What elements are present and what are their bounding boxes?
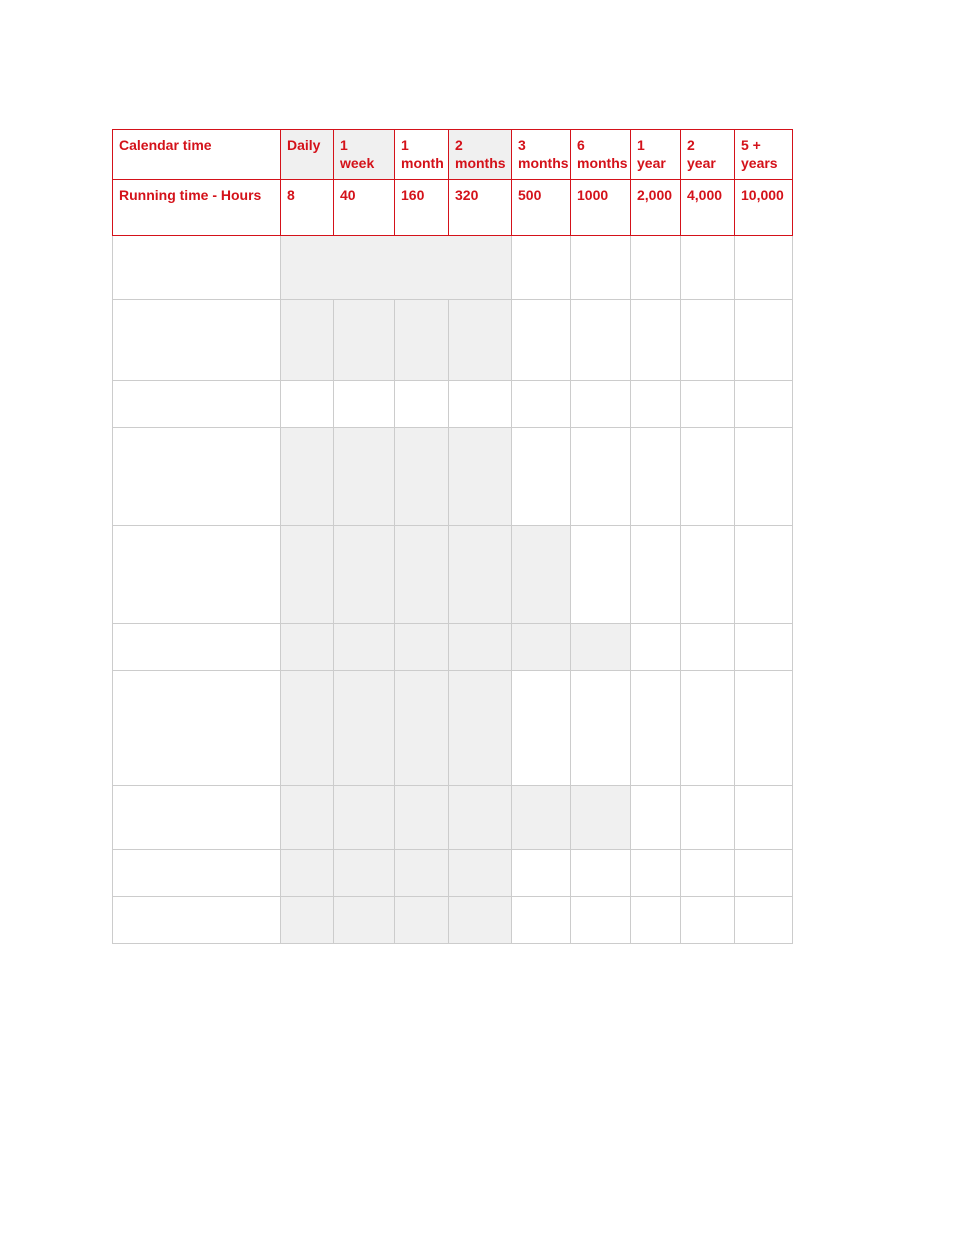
table-cell	[394, 525, 449, 624]
table-cell	[511, 427, 571, 526]
table-cell	[448, 623, 512, 671]
table-cell	[734, 427, 793, 526]
table-cell	[630, 623, 681, 671]
table-cell	[630, 525, 681, 624]
header-hours: 500	[511, 179, 571, 236]
table-cell	[394, 299, 449, 381]
header-period: 1 year	[630, 129, 681, 180]
table-cell	[511, 785, 571, 850]
table-cell	[570, 623, 631, 671]
table-cell	[511, 235, 571, 300]
table-cell	[394, 427, 449, 526]
table-cell	[280, 896, 334, 944]
header-hours: 10,000	[734, 179, 793, 236]
table-cell	[734, 670, 793, 786]
table-cell	[511, 299, 571, 381]
table-cell	[280, 623, 334, 671]
table-cell	[280, 525, 334, 624]
table-cell	[448, 896, 512, 944]
table-cell	[333, 299, 395, 381]
table-cell	[112, 525, 281, 624]
table-cell	[630, 235, 681, 300]
table-cell	[680, 299, 735, 381]
table-cell	[680, 623, 735, 671]
table-cell	[394, 623, 449, 671]
table-cell	[112, 427, 281, 526]
header-hours: 160	[394, 179, 449, 236]
table-cell	[333, 670, 395, 786]
header-hours: 40	[333, 179, 395, 236]
header-period: Daily	[280, 129, 334, 180]
table-cell	[511, 670, 571, 786]
header-period: 2 year	[680, 129, 735, 180]
table-cell	[333, 380, 395, 428]
table-cell	[680, 427, 735, 526]
table-cell	[630, 670, 681, 786]
table-cell	[734, 380, 793, 428]
table-cell	[280, 299, 334, 381]
table-cell	[112, 849, 281, 897]
table-cell	[333, 785, 395, 850]
table-cell	[280, 427, 334, 526]
table-cell	[680, 380, 735, 428]
table-cell	[680, 849, 735, 897]
table-cell	[630, 849, 681, 897]
table-cell	[394, 380, 449, 428]
table-cell	[112, 785, 281, 850]
table-cell	[570, 670, 631, 786]
table-cell	[333, 896, 395, 944]
table-cell	[680, 785, 735, 850]
table-cell	[448, 427, 512, 526]
header-period: 2 months	[448, 129, 512, 180]
table-cell	[570, 299, 631, 381]
table-cell	[734, 849, 793, 897]
header-period: 1 week	[333, 129, 395, 180]
table-cell	[734, 299, 793, 381]
header-calendar-time: Calendar time	[112, 129, 281, 180]
table-cell	[570, 785, 631, 850]
table-cell	[511, 380, 571, 428]
table-cell	[448, 380, 512, 428]
header-hours: 320	[448, 179, 512, 236]
table-cell	[448, 299, 512, 381]
table-cell	[734, 785, 793, 850]
table-cell	[112, 299, 281, 381]
header-period: 1 month	[394, 129, 449, 180]
table-cell	[570, 380, 631, 428]
table-cell	[280, 849, 334, 897]
header-hours: 8	[280, 179, 334, 236]
table-cell	[511, 849, 571, 897]
table-cell	[734, 525, 793, 624]
header-period: 3 months	[511, 129, 571, 180]
header-hours: 1000	[570, 179, 631, 236]
table-cell	[630, 427, 681, 526]
table-cell	[680, 670, 735, 786]
table-cell	[570, 427, 631, 526]
table-cell	[630, 896, 681, 944]
table-cell	[112, 896, 281, 944]
table-cell	[333, 849, 395, 897]
table-cell	[112, 380, 281, 428]
table-cell	[448, 785, 512, 850]
table-cell	[448, 670, 512, 786]
table-cell	[570, 896, 631, 944]
header-running-time: Running time - Hours	[112, 179, 281, 236]
header-period: 6 months	[570, 129, 631, 180]
table-cell	[511, 525, 571, 624]
table-cell	[680, 896, 735, 944]
table-cell	[570, 525, 631, 624]
table-cell-merged	[280, 235, 512, 300]
table-cell	[333, 525, 395, 624]
table-cell	[448, 849, 512, 897]
table-cell	[511, 623, 571, 671]
table-cell	[112, 235, 281, 300]
table-cell	[448, 525, 512, 624]
table-cell	[280, 380, 334, 428]
table-cell	[394, 896, 449, 944]
table-cell	[112, 623, 281, 671]
table-cell	[394, 849, 449, 897]
table-cell	[734, 235, 793, 300]
table-cell	[280, 670, 334, 786]
table-cell	[630, 785, 681, 850]
table-cell	[680, 235, 735, 300]
table-cell	[630, 299, 681, 381]
table-cell	[333, 623, 395, 671]
header-period: 5 + years	[734, 129, 793, 180]
header-hours: 4,000	[680, 179, 735, 236]
header-hours: 2,000	[630, 179, 681, 236]
table-cell	[734, 623, 793, 671]
table-cell	[394, 670, 449, 786]
table-cell	[570, 235, 631, 300]
table-cell	[394, 785, 449, 850]
table-cell	[280, 785, 334, 850]
table-cell	[570, 849, 631, 897]
table-cell	[511, 896, 571, 944]
table-cell	[630, 380, 681, 428]
table-cell	[734, 896, 793, 944]
table-cell	[112, 670, 281, 786]
table-cell	[333, 427, 395, 526]
table-cell	[680, 525, 735, 624]
